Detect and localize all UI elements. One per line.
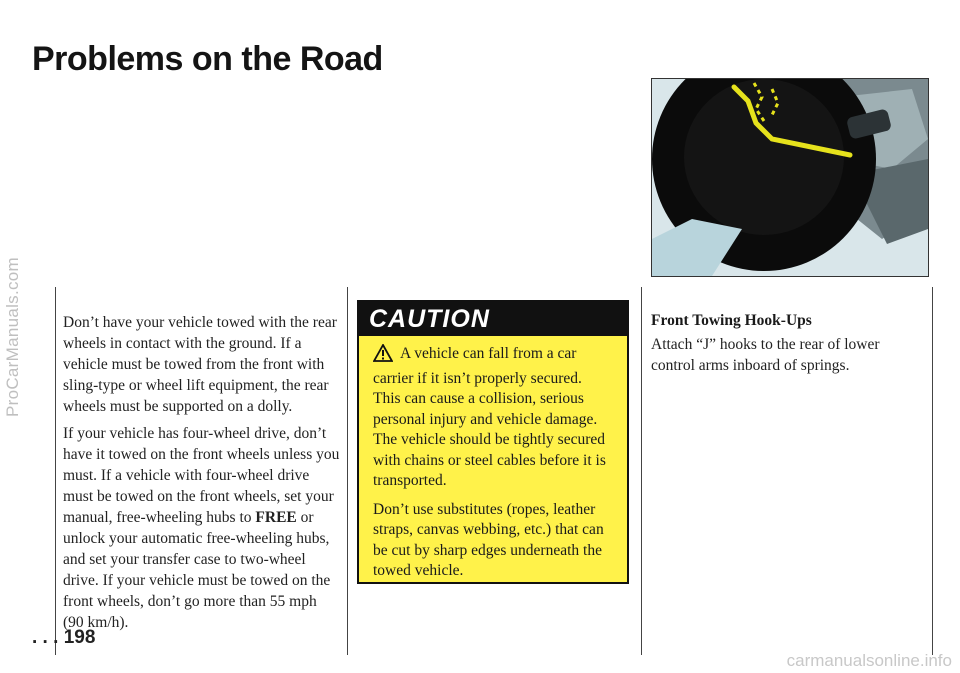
caution-paragraph-2: Don’t use substitutes (ropes, leather straps, canvas webbing, etc.) that can be cut by sharp edges underneath the towed vehicle.: [373, 500, 604, 579]
column-rule-2: [347, 287, 348, 655]
right-column: [651, 334, 921, 382]
page-number: [32, 627, 95, 649]
towing-hookups-text: Attach “J” hooks to the rear of lower control arms inboard of springs.: [651, 336, 880, 374]
side-watermark: [2, 0, 24, 673]
column-rule-1: [55, 287, 56, 655]
column-rule-4: [932, 287, 933, 655]
side-watermark-text: ProCarManuals.com: [3, 256, 23, 417]
towing-paragraph-1: Don’t have your vehicle towed with the rear wheels in contact with the ground. If a vehicle must be towed from the front with sling-type or wheel lift equipment, the rear wheels must be supported on a dolly.: [63, 314, 337, 415]
towing-hookups-heading: Front Towing Hook-Ups: [651, 312, 812, 329]
free-keyword: FREE: [255, 509, 297, 526]
towing-paragraph-2-end: or unlock your automatic free-wheeling hubs, and set your transfer case to two-wheel drive. If your vehicle must be towed on the front wheels, don’t go more than 55 mph (90 km/h).: [63, 509, 331, 631]
caution-box: [357, 300, 629, 584]
towing-paragraph-2: [63, 423, 341, 633]
caution-header: [359, 302, 627, 336]
towing-paragraph-2-start: If your vehicle has four-wheel drive, don’t have it towed on the front wheels unless you must. If a vehicle with four-wheel drive must be towed on the front wheels, set your manual, free-wheeling hubs to: [63, 425, 340, 526]
caution-paragraph-1-text: A vehicle can fall from a car carrier if it isn’t properly secured. This can cause a collision, serious personal injury and vehicle damage. The vehicle should be tightly secured with chains or steel cables before it is transported.: [373, 345, 606, 489]
warning-triangle-icon: [373, 344, 393, 369]
caution-paragraph-1: [373, 344, 613, 492]
tire-and-tow-hook-photo: [651, 78, 929, 277]
caution-label: CAUTION: [369, 304, 490, 333]
left-column: [63, 312, 341, 639]
bottom-watermark: carmanualsonline.info: [786, 651, 952, 670]
page-title: Problems on the Road: [32, 40, 383, 78]
caution-body: [359, 336, 627, 582]
column-rule-3: [641, 287, 642, 655]
page-number-dots: . . .: [32, 627, 59, 648]
page-number-value: 198: [63, 627, 96, 648]
